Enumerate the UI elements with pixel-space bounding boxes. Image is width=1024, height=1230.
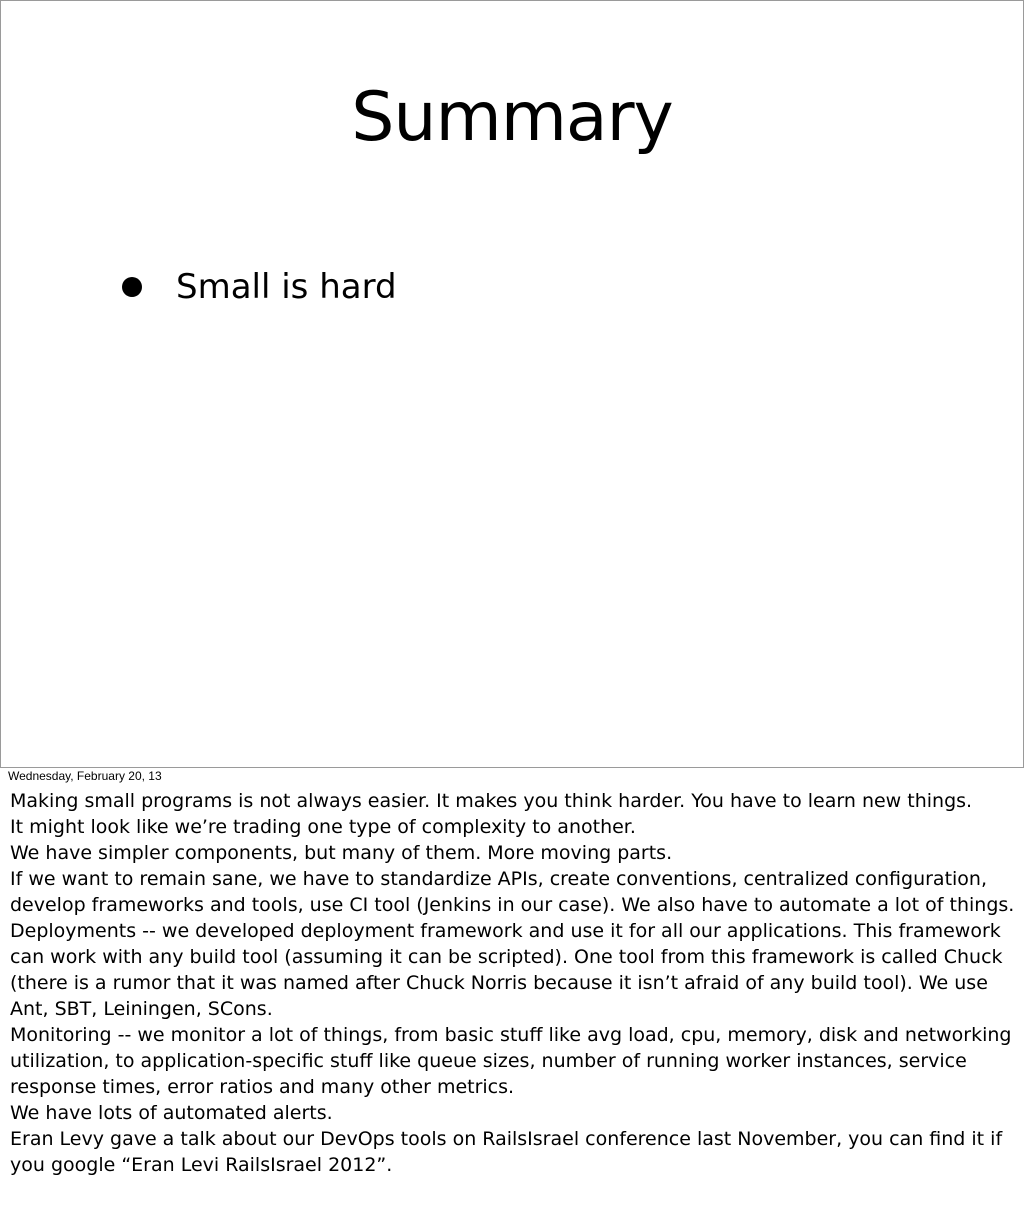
speaker-notes (10, 788, 1018, 1178)
slide-date: Wednesday, February 20, 13 (8, 769, 162, 783)
note-line: Monitoring -- we monitor a lot of things, from basic stuff like avg load, cpu, memory, disk and networking utilization, to application-specific stuff like queue sizes, number of running worker instances, service response times, error ratios and many other metrics. (10, 1024, 1012, 1098)
note-line: We have lots of automated alerts. (10, 1102, 333, 1124)
note-line: Eran Levy gave a talk about our DevOps tools on RailsIsrael conference last November, you can find it if you google “Eran Levi RailsIsrael 2012”. (10, 1128, 1003, 1176)
bullet-list (118, 263, 397, 311)
bullet-item (118, 263, 397, 311)
note-line: Deployments -- we developed deployment framework and use it for all our applications. This framework can work with any build tool (assuming it can be scripted). One tool from this framework is called Chuck (there is a rumor that it was named after Chuck Norris because it isn’t afraid of any build tool). We use Ant, SBT, Leiningen, SCons. (10, 920, 1003, 1020)
note-line: It might look like we’re trading one type of complexity to another. (10, 816, 636, 838)
bullet-icon (122, 277, 142, 297)
note-line: Making small programs is not always easier. It makes you think harder. You have to learn new things. (10, 790, 973, 812)
note-line: If we want to remain sane, we have to standardize APIs, create conventions, centralized configuration, develop frameworks and tools, use CI tool (Jenkins in our case). We also have to automate a lot of things. (10, 868, 1015, 916)
note-line: We have simpler components, but many of them. More moving parts. (10, 842, 673, 864)
slide-title: Summary (351, 78, 673, 157)
bullet-text: Small is hard (176, 267, 397, 307)
